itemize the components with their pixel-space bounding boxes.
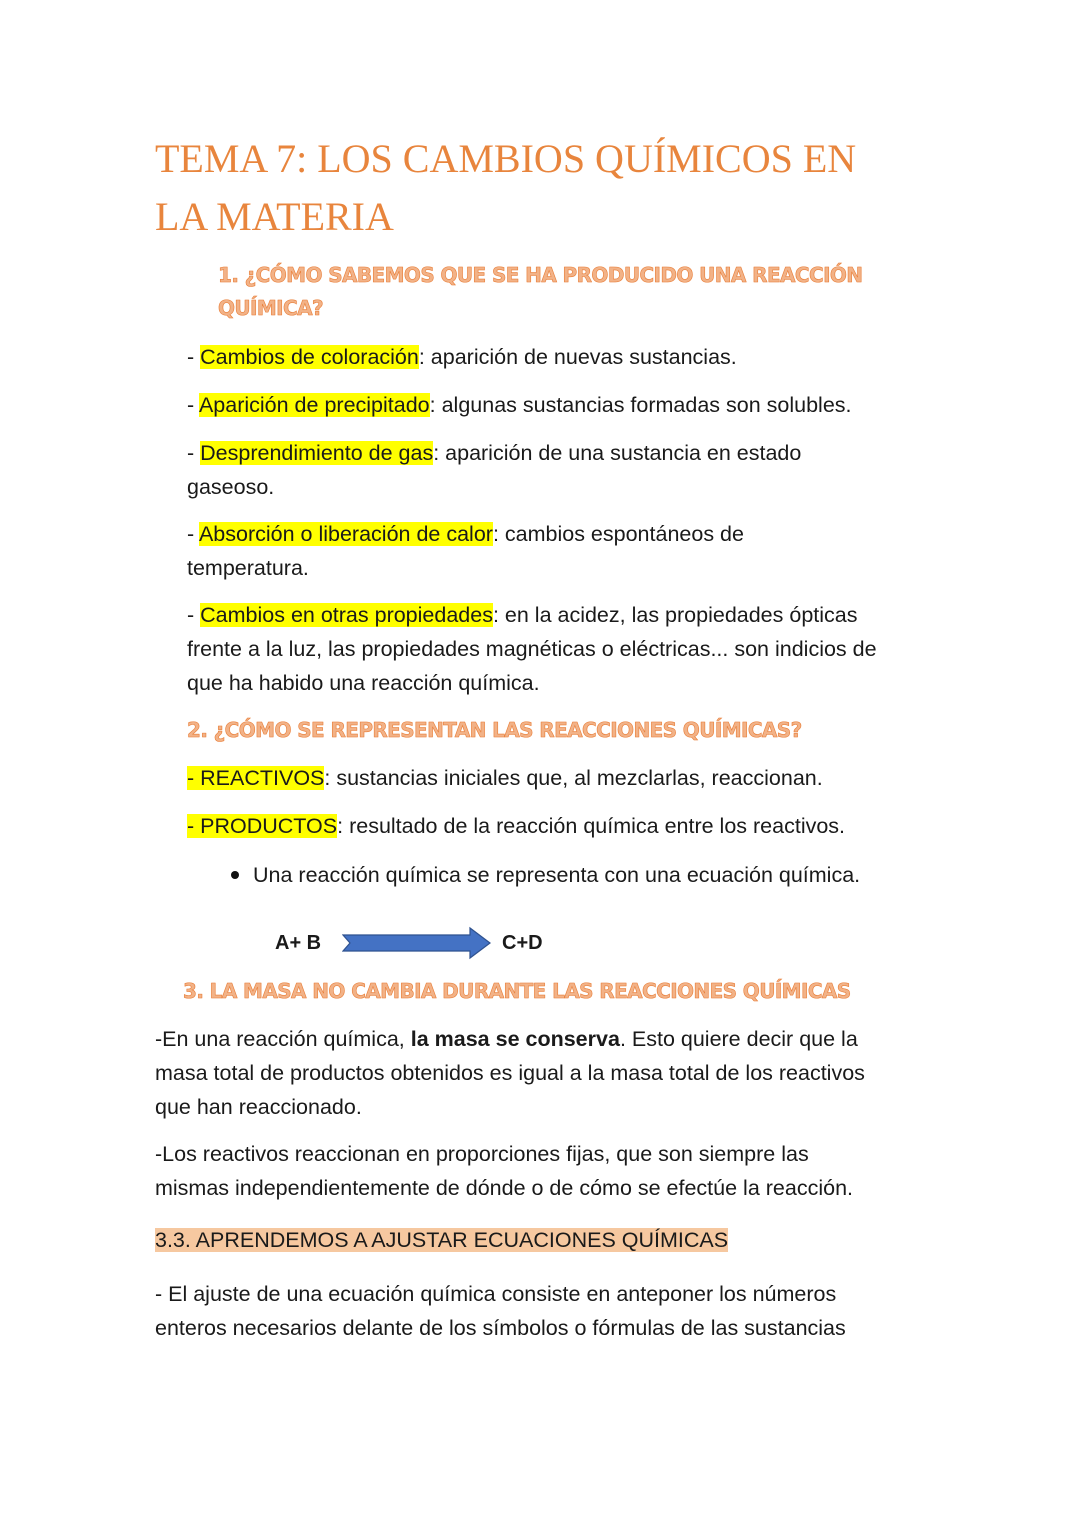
list-item: - Absorción o liberación de calor: cambios espontáneos de	[187, 522, 744, 546]
bold-text: la masa se conserva	[410, 1027, 620, 1051]
page-title	[155, 130, 955, 246]
section-2-heading: 2. ¿CÓMO SE REPRESENTAN LAS REACCIONES QUÍMICAS?	[187, 718, 802, 742]
reactivos-definition: - REACTIVOS: sustancias iniciales que, al mezclarlas, reaccionan.	[187, 766, 823, 790]
reaction-arrow-icon	[342, 926, 492, 960]
list-item-continuation: temperatura.	[187, 556, 309, 580]
bullet-text: Una reacción química se representa con una ecuación química.	[253, 863, 861, 887]
productos-definition: - PRODUCTOS: resultado de la reacción química entre los reactivos.	[187, 814, 846, 838]
highlighted-term: Aparición de precipitado	[198, 393, 430, 417]
paragraph: - El ajuste de una ecuación química consiste en anteponer los números	[155, 1282, 837, 1306]
paragraph-line: enteros necesarios delante de los símbolos o fórmulas de las sustancias	[155, 1316, 846, 1340]
title-line-1: TEMA 7: LOS CAMBIOS QUÍMICOS EN	[155, 136, 857, 181]
paragraph-line: masa total de productos obtenidos es igual a la masa total de los reactivos	[155, 1061, 865, 1085]
list-item: - Desprendimiento de gas: aparición de una sustancia en estado	[187, 441, 802, 465]
section-3-heading: 3. LA MASA NO CAMBIA DURANTE LAS REACCIONES QUÍMICAS	[183, 979, 851, 1003]
highlighted-term: - PRODUCTOS	[187, 814, 338, 838]
paragraph-line: que han reaccionado.	[155, 1095, 362, 1119]
equation-right: C+D	[502, 932, 543, 954]
list-item: - Aparición de precipitado: algunas sustancias formadas son solubles.	[187, 393, 852, 417]
equation-left: A+ B	[275, 932, 322, 954]
list-item-continuation: que ha habido una reacción química.	[187, 671, 540, 695]
highlighted-term: Desprendimiento de gas	[200, 441, 434, 465]
highlighted-term: - REACTIVOS	[187, 766, 325, 790]
bullet-icon	[231, 871, 239, 879]
paragraph: -Los reactivos reaccionan en proporciones fijas, que son siempre las	[155, 1142, 809, 1166]
list-item: - Cambios en otras propiedades: en la acidez, las propiedades ópticas	[187, 603, 858, 627]
paragraph: -En una reacción química, la masa se conserva. Esto quiere decir que la	[155, 1027, 858, 1051]
section-1-heading-line-1: 1. ¿CÓMO SABEMOS QUE SE HA PRODUCIDO UNA REACCIÓN	[218, 263, 863, 287]
paragraph-line: mismas independientemente de dónde o de cómo se efectúe la reacción.	[155, 1176, 853, 1200]
title-line-2: LA MATERIA	[155, 194, 394, 239]
section-3-3-heading: 3.3. APRENDEMOS A AJUSTAR ECUACIONES QUÍMICAS	[155, 1228, 729, 1252]
highlighted-term: Cambios en otras propiedades	[200, 603, 493, 627]
list-item-continuation: frente a la luz, las propiedades magnéticas o eléctricas... son indicios de	[187, 637, 877, 661]
highlighted-term: Absorción o liberación de calor	[198, 522, 493, 546]
list-item-continuation: gaseoso.	[187, 475, 275, 499]
list-item: - Cambios de coloración: aparición de nuevas sustancias.	[187, 345, 737, 369]
highlighted-term: Cambios de coloración	[200, 345, 419, 369]
section-1-heading-line-2: QUÍMICA?	[218, 296, 323, 320]
